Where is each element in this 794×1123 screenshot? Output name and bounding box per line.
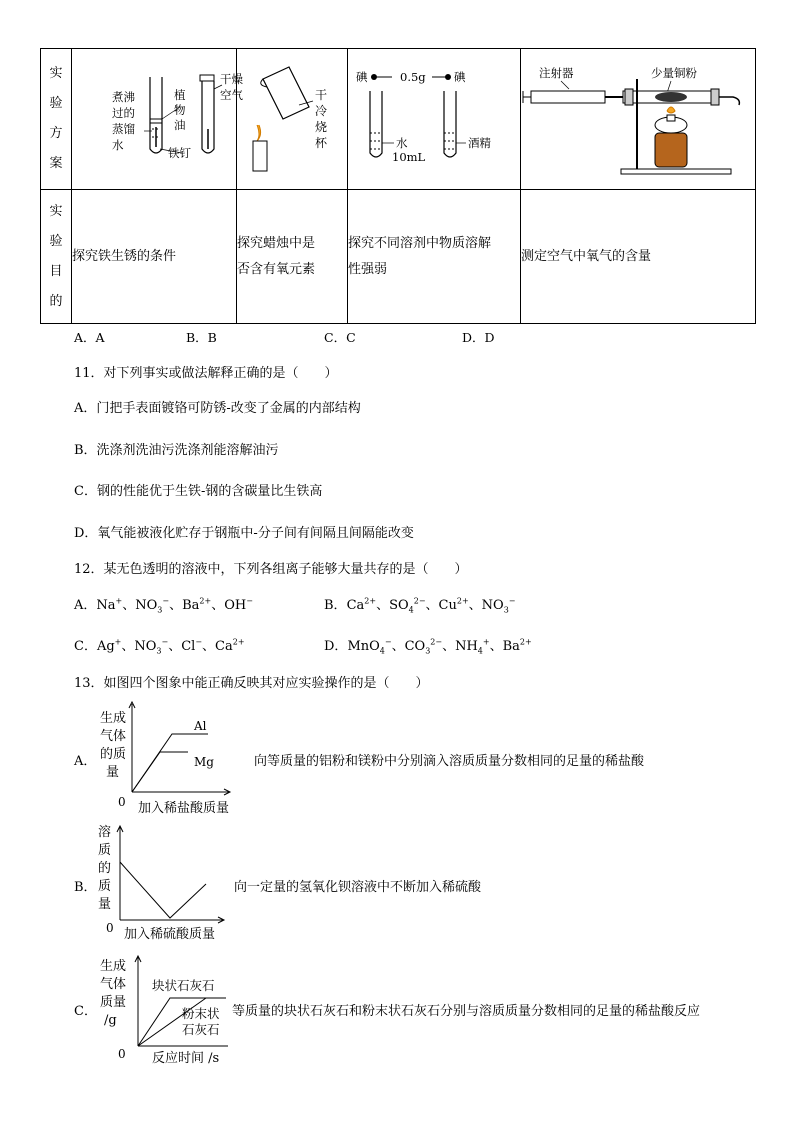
svg-text:质: 质: [98, 879, 112, 894]
cell-fig-b: [237, 49, 348, 190]
svg-text:溶: 溶: [98, 825, 112, 840]
svg-text:0.5g: 0.5g: [400, 70, 426, 84]
q13-stem: 13．如图四个图象中能正确反映其对应实验操作的是（ ）: [74, 676, 429, 691]
svg-text:的质: 的质: [100, 747, 127, 762]
q13-option-a-desc: 向等质量的铝粉和镁粉中分别滴入溶质质量分数相同的足量的稀盐酸: [254, 754, 645, 769]
svg-text:蒸馏: 蒸馏: [112, 122, 135, 136]
svg-text:植: 植: [174, 88, 186, 102]
q11-stem: 11．对下列事实或做法解释正确的是（ ）: [74, 366, 338, 381]
svg-text:生成: 生成: [100, 711, 127, 726]
q13-option-a-letter: A．: [74, 754, 97, 769]
svg-text:量: 量: [106, 765, 120, 780]
svg-text:块状石灰石: 块状石灰石: [152, 978, 215, 993]
q11-option-c: C．钢的性能优于生铁-钢的含碳量比生铁高: [74, 484, 323, 499]
svg-text:/g: /g: [104, 1013, 117, 1028]
svg-text:质量: 质量: [100, 995, 127, 1010]
q12-stem: 12．某无色透明的溶液中，下列各组离子能够大量共存的是（ ）: [74, 562, 468, 577]
svg-text:Al: Al: [194, 719, 207, 733]
q10-option-b: B．B: [186, 330, 217, 345]
svg-text:空气: 空气: [220, 88, 243, 102]
svg-text:水: 水: [112, 138, 124, 152]
svg-text:干燥: 干燥: [220, 72, 243, 86]
svg-text:0: 0: [118, 795, 126, 809]
svg-text:加入稀盐酸质量: 加入稀盐酸质量: [138, 801, 230, 816]
purpose-a: 探究铁生锈的条件: [72, 190, 237, 324]
svg-text:粉末状: 粉末状: [182, 1006, 220, 1021]
q11-option-b: B．洗涤剂洗油污洗涤剂能溶解油污: [74, 443, 279, 458]
svg-text:碘: 碘: [356, 70, 368, 84]
row-label-purpose: 实 验 目 的: [41, 190, 72, 324]
svg-text:过的: 过的: [112, 106, 135, 120]
cell-fig-a: [72, 49, 243, 190]
q12-option-b: B．$Ca^{2+}$、$SO_4^{2-}$、$Cu^{2+}$、$NO_3^-$: [324, 596, 516, 615]
svg-text:水: 水: [396, 136, 408, 150]
svg-text:质: 质: [98, 843, 112, 858]
iron-rust-apparatus: [72, 49, 243, 185]
purpose-d: 测定空气中氧气的含量: [521, 190, 756, 324]
q12-option-a: A．Na+、$NO_3^-$、$Ba^{2+}$、OH−: [74, 596, 253, 615]
experiment-table: [40, 48, 756, 324]
svg-text:10mL: 10mL: [392, 150, 426, 164]
svg-text:加入稀硫酸质量: 加入稀硫酸质量: [124, 927, 216, 942]
q11-option-a: A．门把手表面镀铬可防锈-改变了金属的内部结构: [74, 401, 361, 416]
q10-option-d: D．D: [462, 330, 495, 345]
q13-option-b-letter: B．: [74, 880, 97, 895]
svg-text:量: 量: [98, 897, 112, 912]
oxygen-measure-apparatus: [521, 49, 755, 185]
q13-option-c-letter: C．: [74, 1004, 97, 1019]
svg-text:0: 0: [118, 1047, 126, 1061]
svg-text:干: 干: [315, 88, 328, 102]
svg-text:物: 物: [174, 103, 186, 117]
cell-fig-d: [521, 49, 756, 190]
svg-text:生成: 生成: [100, 959, 127, 974]
graph-b: [94, 822, 234, 946]
svg-text:油: 油: [174, 118, 186, 132]
svg-text:烧: 烧: [315, 120, 328, 134]
q10-option-c: C．C: [324, 330, 356, 345]
q13-option-c-desc: 等质量的块状石灰石和粉末状石灰石分别与溶质质量分数相同的足量的稀盐酸反应: [232, 1004, 701, 1019]
graph-c: [96, 950, 234, 1068]
q12-option-d: D．MnO$_4$−、$CO_3^{2-}$、$NH_4^+$、$Ba^{2+}$: [324, 637, 532, 656]
graph-a: [96, 700, 246, 818]
svg-text:注射器: 注射器: [539, 66, 574, 80]
svg-text:反应时间 /s: 反应时间 /s: [152, 1051, 220, 1066]
svg-text:0: 0: [106, 921, 114, 935]
svg-text:气体: 气体: [100, 977, 127, 992]
cell-fig-c: [348, 49, 521, 190]
q10-option-a: A．A: [74, 330, 105, 345]
q13-option-b-desc: 向一定量的氢氧化钡溶液中不断加入稀硫酸: [234, 880, 482, 895]
svg-text:煮沸: 煮沸: [112, 90, 135, 104]
svg-text:气体: 气体: [100, 729, 127, 744]
svg-text:酒精: 酒精: [468, 136, 491, 150]
q12-option-c: C．Ag+、$NO_3^-$、Cl−、$Ca^{2+}$: [74, 637, 245, 656]
candle-beaker-apparatus: [237, 49, 347, 185]
svg-text:Mg: Mg: [194, 755, 214, 769]
iodine-solubility-apparatus: [348, 49, 520, 185]
svg-text:的: 的: [98, 861, 112, 876]
svg-text:石灰石: 石灰石: [182, 1022, 220, 1037]
row-label-plan: 实 验 方 案: [41, 49, 72, 190]
q11-option-d: D．氧气能被液化贮存于钢瓶中-分子间有间隔且间隔能改变: [74, 526, 414, 541]
purpose-b: 探究蜡烛中是 否含有氧元素: [237, 190, 348, 324]
svg-text:杯: 杯: [315, 136, 328, 150]
svg-text:铁钉: 铁钉: [168, 146, 191, 160]
svg-text:冷: 冷: [315, 104, 328, 118]
purpose-c: 探究不同溶剂中物质溶解 性强弱: [348, 190, 521, 324]
svg-text:碘: 碘: [454, 70, 466, 84]
svg-text:少量铜粉: 少量铜粉: [651, 66, 697, 80]
